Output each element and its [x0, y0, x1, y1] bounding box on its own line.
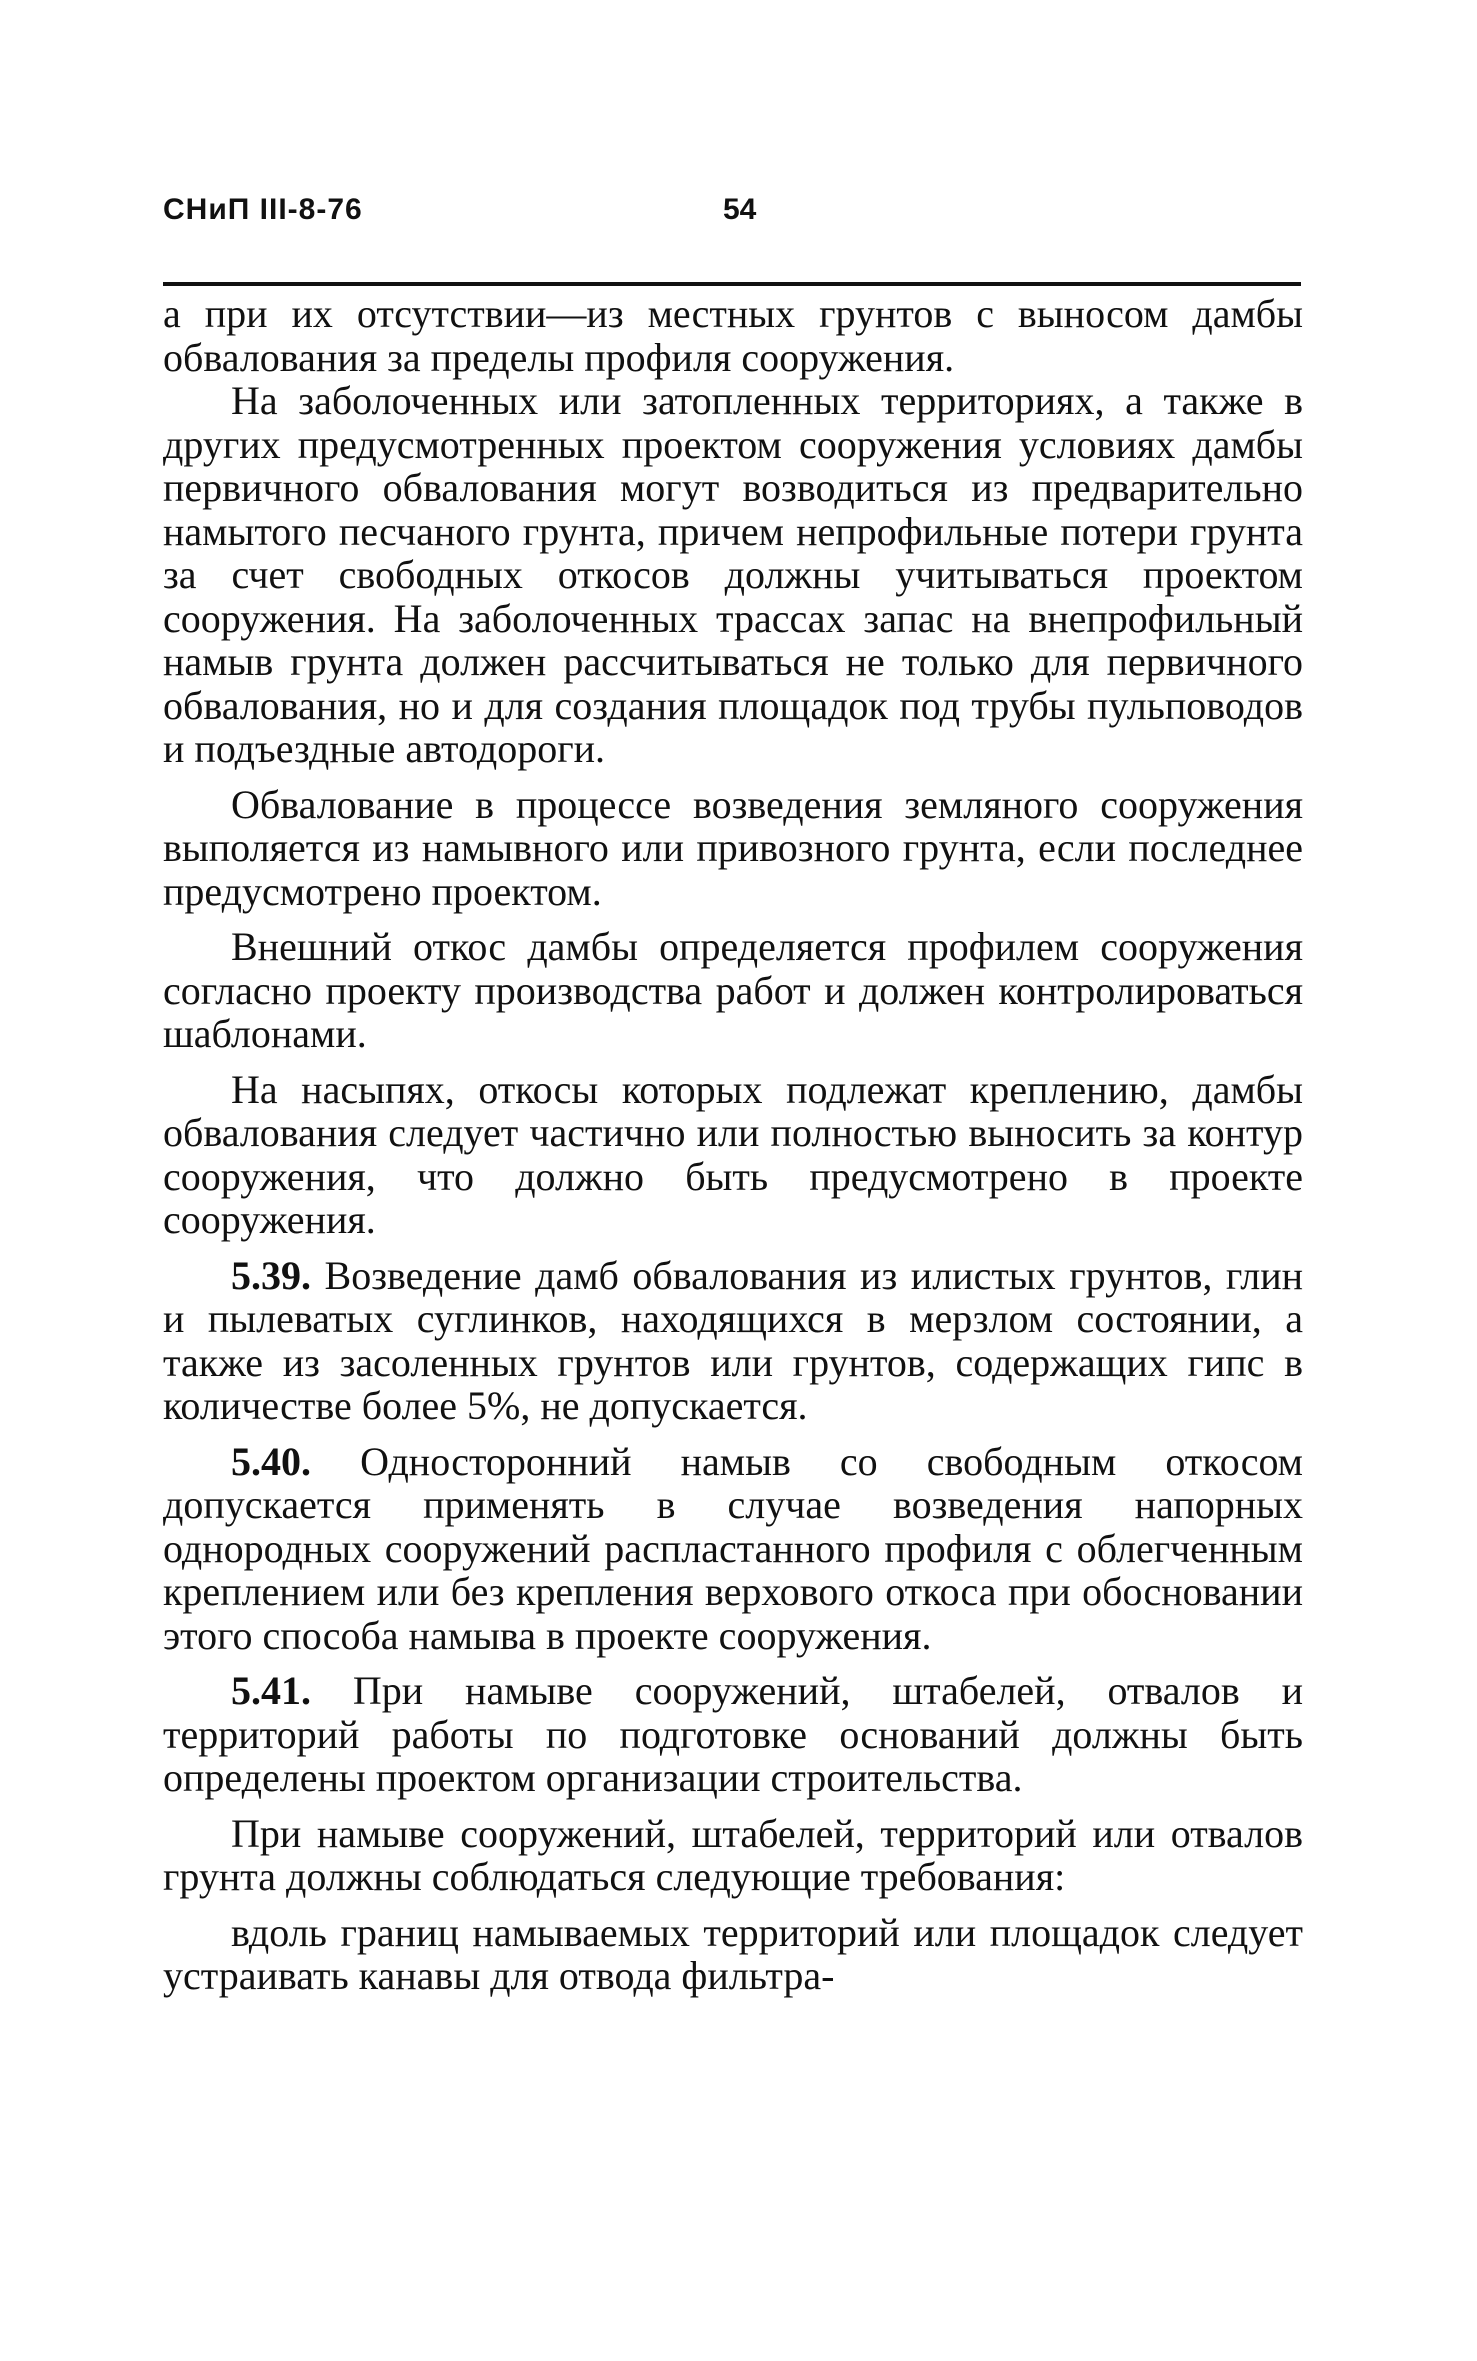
section-number: 5.39. [231, 1252, 311, 1298]
paragraph-text: а при их отсутствии—из местных грунтов с выносом дамбы обвалования за пределы профиля сооружения. [163, 291, 1303, 380]
paragraph-text: вдоль границ намываемых территорий или площадок следует устраивать канавы для отвода фильтра- [163, 1909, 1303, 1998]
paragraph [163, 925, 1303, 1056]
section-number: 5.40. [231, 1438, 311, 1484]
section-number: 5.41. [231, 1668, 311, 1713]
paragraph-text: На заболоченных или затопленных территориях, а также в других предусмотренных проектом сооружения условиях дамбы первичного обвалования могут возводиться из предварительно намытого песчаного грунта, причем непрофильные потери грунта за счет свободных откосов должны учитываться проектом сооружения. На заболоченных трассах запас на внепрофильный намыв грунта должен рассчитываться не только для первичного обвалования, но и для создания площадок под трубы пульповодов и подъездные автодороги. [163, 378, 1303, 771]
paragraph [163, 1812, 1303, 1899]
paragraph [163, 1911, 1303, 1998]
paragraph-text: Внешний откос дамбы определяется профилем сооружения согласно проекту производства работ и должен контролироваться шаблонами. [163, 924, 1303, 1056]
document-code: СНиП III-8-76 [163, 193, 363, 226]
page-header [163, 193, 1301, 233]
page-number: 54 [723, 193, 757, 226]
paragraph [163, 783, 1303, 914]
paragraph [163, 1669, 1303, 1800]
paragraph-text: На насыпях, откосы которых подлежат креплению, дамбы обвалования следует частично или полностью выносить за контур сооружения, что должно быть предусмотрено в проекте сооружения. [163, 1066, 1303, 1242]
paragraph-text: Возведение дамб обвалования из илистых грунтов, глин и пылеватых суглинков, находящихся в мерзлом состоянии, а также из засоленных грунтов или грунтов, содержащих гипс в количестве более 5%, не допускается. [163, 1252, 1304, 1428]
paragraph [163, 292, 1303, 379]
paragraph [163, 1254, 1303, 1428]
paragraph-text: При намыве сооружений, штабелей, территорий или отвалов грунта должны соблюдаться следующие требования: [163, 1810, 1303, 1899]
paragraph [163, 379, 1303, 771]
paragraph-text: Обвалование в процессе возведения земляного сооружения выполяется из намывного или привозного грунта, если последнее предусмотрено проектом. [163, 781, 1303, 914]
paragraph-text: При намыве сооружений, штабелей, отвалов и территорий работы по подготовке оснований должны быть определены проектом организации строительства. [163, 1668, 1304, 1800]
header-rule [163, 282, 1301, 286]
paragraph [163, 1440, 1303, 1658]
paragraph [163, 1068, 1303, 1242]
paragraph-text: Односторонний намыв со свободным откосом допускается применять в случае возведения напорных однородных сооружений распластанного профиля с облегченным креплением или без крепления верхового откоса при обосновании этого способа намыва в проекте сооружения. [163, 1438, 1303, 1658]
document-body [163, 292, 1303, 1998]
